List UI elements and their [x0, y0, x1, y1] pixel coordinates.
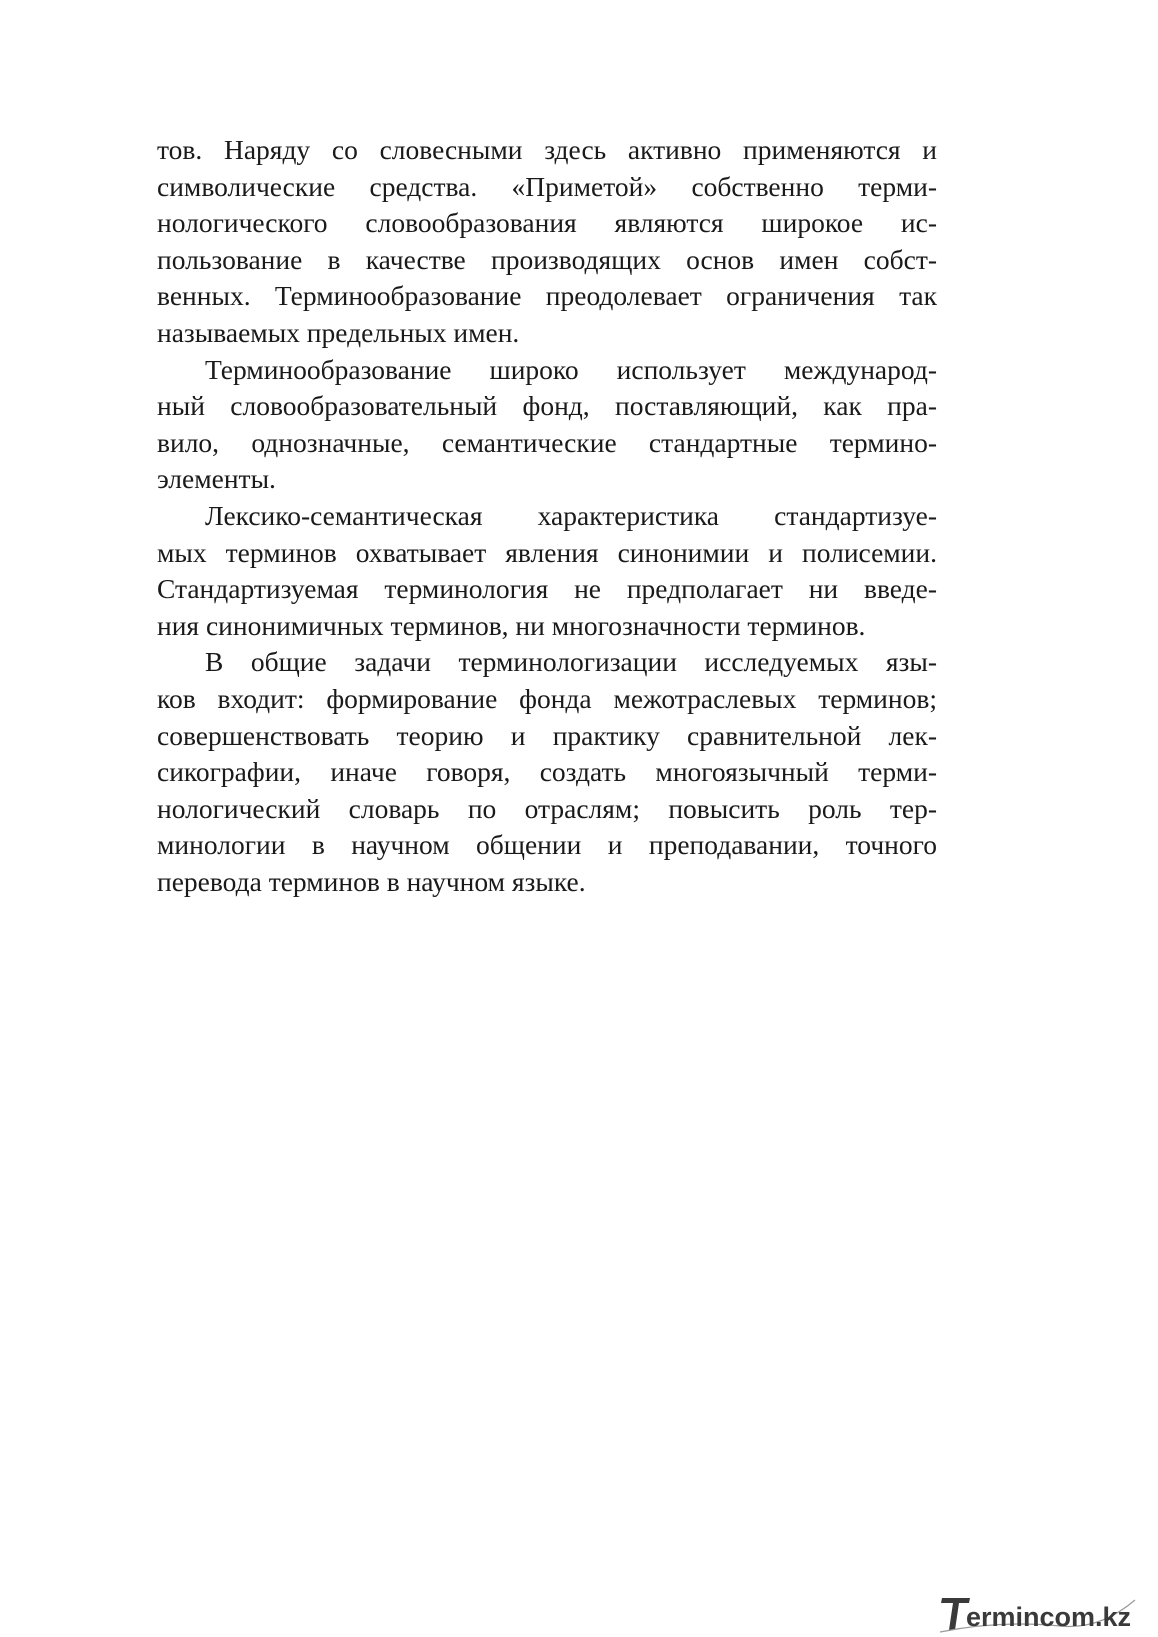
text-line: вило, однозначные, семантические стандартные термино-: [157, 426, 937, 458]
paragraph: [157, 644, 937, 900]
paragraph: [157, 352, 937, 498]
text-line: нологического словообразования являются широкое ис-: [157, 207, 937, 239]
text-line: совершенствовать теорию и практику сравнительной лек-: [157, 719, 937, 751]
text-line: нологический словарь по отраслям; повысить роль тер-: [157, 792, 937, 824]
watermark-logo: [940, 1590, 1140, 1634]
text-line: сикографии, иначе говоря, создать многоязычный терми-: [157, 756, 937, 788]
document-body: [157, 132, 937, 900]
text-line: перевода терминов в научном языке.: [157, 865, 586, 897]
watermark-text: ermincom.kz: [966, 1602, 1132, 1632]
text-line: ный словообразовательный фонд, поставляющий, как пра-: [157, 390, 937, 422]
text-line: Терминообразование широко использует международ-: [205, 353, 937, 385]
text-line: Стандартизуемая терминология не предполагает ни введе-: [157, 573, 937, 605]
text-line: элементы.: [157, 463, 276, 495]
text-line: символические средства. «Приметой» собственно терми-: [157, 170, 937, 202]
text-line: минологии в научном общении и преподавании, точного: [157, 829, 937, 861]
text-line: ния синонимичных терминов, ни многозначности терминов.: [157, 609, 866, 641]
text-line: В общие задачи терминологизации исследуемых язы-: [205, 646, 937, 678]
text-line: называемых предельных имен.: [157, 316, 520, 348]
watermark-logo-graphic: [940, 1590, 1140, 1634]
paragraph: [157, 132, 937, 352]
text-line: Лексико-семантическая характеристика стандартизуе-: [205, 499, 937, 531]
paragraph: [157, 498, 937, 644]
text-line: венных. Терминообразование преодолевает ограничения так: [157, 280, 937, 312]
text-line: тов. Наряду со словесными здесь активно применяются и: [157, 134, 937, 165]
text-line: ков входит: формирование фонда межотраслевых терминов;: [157, 682, 937, 714]
text-line: пользование в качестве производящих основ имен собст-: [157, 243, 937, 275]
text-line: мых терминов охватывает явления синонимии и полисемии.: [157, 536, 937, 568]
